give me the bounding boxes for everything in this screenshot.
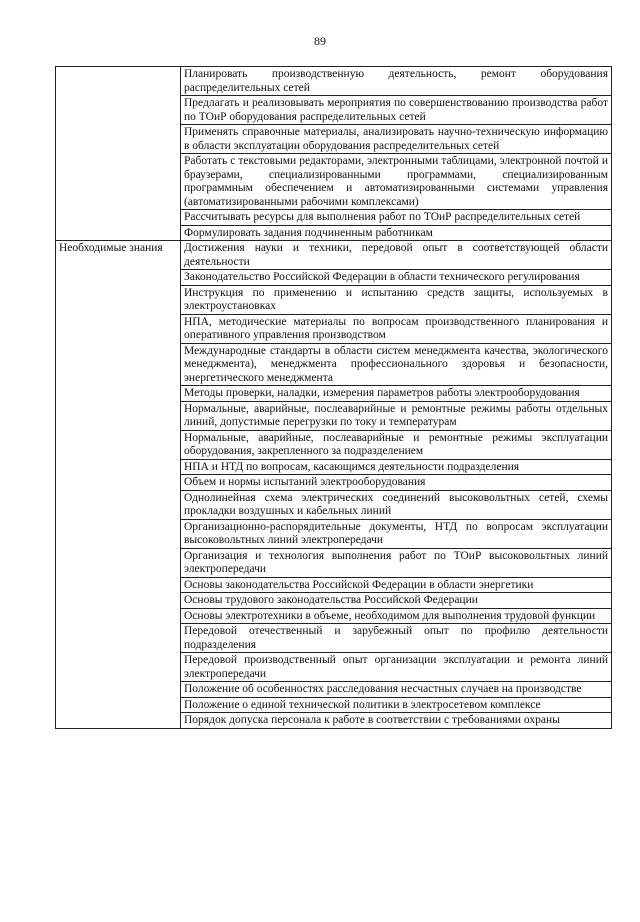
knowledge-item: Методы проверки, наладки, измерения параметров работы электрооборудования [181, 386, 612, 402]
knowledge-label-cell [56, 241, 181, 729]
knowledge-item: Основы трудового законодательства Российской Федерации [181, 593, 612, 609]
knowledge-item: Основы законодательства Российской Федерации в области энергетики [181, 577, 612, 593]
table-row [56, 241, 612, 270]
knowledge-item: Международные стандарты в области систем менеджмента качества, экологического менеджмента), менеджмента профессионального здоровья и безопасности, энергетического менеджмента [181, 343, 612, 386]
knowledge-item: Объем и нормы испытаний электрооборудования [181, 475, 612, 491]
knowledge-item: Однолинейная схема электрических соединений высоковольтных сетей, схемы прокладки воздушных и кабельных линий [181, 490, 612, 519]
knowledge-item: НПА и НТД по вопросам, касающимся деятельности подразделения [181, 459, 612, 475]
knowledge-item: Законодательство Российской Федерации в области технического регулирования [181, 270, 612, 286]
knowledge-item: Передовой производственный опыт организации эксплуатации и ремонта линий электропередачи [181, 653, 612, 682]
competency-table [55, 66, 612, 729]
knowledge-item: Нормальные, аварийные, послеаварийные и ремонтные режимы работы отдельных линий, допустимые перегрузки по току и температурам [181, 401, 612, 430]
page-number: 89 [314, 34, 326, 48]
knowledge-item: Передовой отечественный и зарубежный опыт по профилю деятельности подразделения [181, 624, 612, 653]
knowledge-item: Инструкция по применению и испытанию средств защиты, используемых в электроустановках [181, 285, 612, 314]
knowledge-item: Организация и технология выполнения работ по ТОиР высоковольтных линий электропередачи [181, 548, 612, 577]
knowledge-item: НПА, методические материалы по вопросам производственного планирования и оперативного управления производством [181, 314, 612, 343]
table-row [56, 67, 612, 96]
abilities-item: Работать с текстовыми редакторами, электронными таблицами, электронной почтой и браузерами, специализированными программами, специализированным программным обеспечением и автоматизированными системами управления (автоматизированными рабочими комплексами) [181, 154, 612, 210]
knowledge-item: Достижения науки и техники, передовой опыт в соответствующей области деятельности [181, 241, 612, 270]
knowledge-item: Организационно-распорядительные документы, НТД по вопросам эксплуатации высоковольтных линий электропередачи [181, 519, 612, 548]
knowledge-item: Порядок допуска персонала к работе в соответствии с требованиями охраны [181, 713, 612, 729]
knowledge-item: Положение об особенностях расследования несчастных случаев на производстве [181, 682, 612, 698]
abilities-item: Применять справочные материалы, анализировать научно-техническую информацию в области эксплуатации оборудования распределительных сетей [181, 125, 612, 154]
abilities-item: Рассчитывать ресурсы для выполнения работ по ТОиР распределительных сетей [181, 210, 612, 226]
abilities-item: Предлагать и реализовывать мероприятия по совершенствованию производства работ по ТОиР оборудования распределительных сетей [181, 96, 612, 125]
knowledge-item: Нормальные, аварийные, послеаварийные и ремонтные режимы эксплуатации оборудования, закрепленного за подразделением [181, 430, 612, 459]
abilities-item: Формулировать задания подчиненным работникам [181, 225, 612, 241]
knowledge-label: Необходимые знания [59, 242, 163, 254]
knowledge-item: Положение о единой технической политики в электросетевом комплексе [181, 697, 612, 713]
knowledge-item: Основы электротехники в объеме, необходимом для выполнения трудовой функции [181, 608, 612, 624]
abilities-item: Планировать производственную деятельность, ремонт оборудования распределительных сетей [181, 67, 612, 96]
abilities-label-cell [56, 67, 181, 241]
table-body [56, 67, 612, 729]
